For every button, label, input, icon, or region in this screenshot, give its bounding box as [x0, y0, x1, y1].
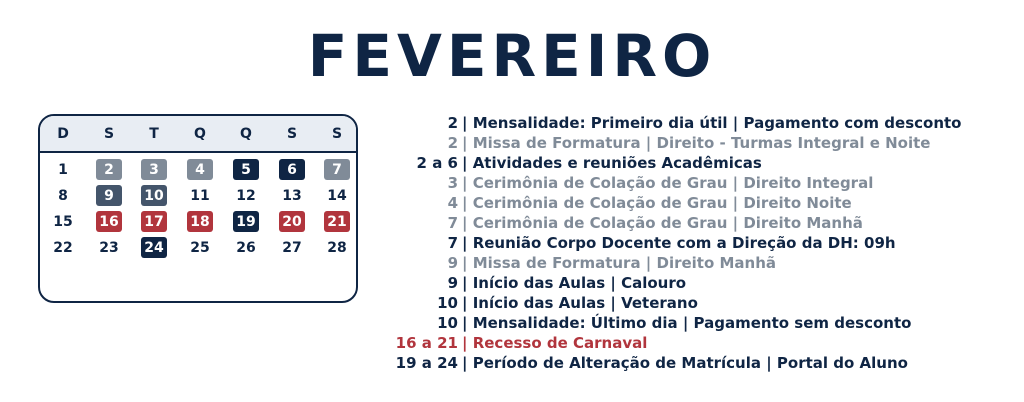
- event-item: [380, 173, 873, 193]
- calendar-day: 8: [58, 187, 68, 204]
- calendar-day: 26: [236, 239, 256, 256]
- page-title: FEVEREIRO: [307, 22, 717, 90]
- weekday-label: Q: [240, 125, 252, 142]
- calendar-day: 24: [141, 237, 167, 258]
- event-description: | Cerimônia de Colação de Grau | Direito Manhã: [462, 214, 863, 232]
- calendar-day: 21: [324, 211, 350, 232]
- calendar-day: 11: [190, 187, 210, 204]
- calendar-day: 13: [282, 187, 302, 204]
- weekday-label: S: [286, 125, 298, 142]
- weekday-label: S: [103, 125, 115, 142]
- event-description: | Missa de Formatura | Direito - Turmas Integral e Noite: [462, 134, 931, 152]
- event-item: [380, 353, 908, 373]
- calendar-day: 23: [99, 239, 119, 256]
- calendar-day: 9: [96, 185, 122, 206]
- event-description: | Cerimônia de Colação de Grau | Direito Integral: [462, 174, 874, 192]
- event-description: | Atividades e reuniões Acadêmicas: [462, 154, 762, 172]
- event-date: 9: [447, 274, 458, 292]
- event-description: | Período de Alteração de Matrícula | Portal do Aluno: [462, 354, 908, 372]
- weekday-label: D: [57, 125, 69, 142]
- event-item: [380, 193, 852, 213]
- event-description: | Cerimônia de Colação de Grau | Direito Noite: [462, 194, 852, 212]
- event-item: [380, 273, 686, 293]
- event-date: 16 a 21: [395, 334, 458, 352]
- calendar-day: 14: [327, 187, 347, 204]
- event-date: 2: [447, 134, 458, 152]
- event-date: 2 a 6: [416, 154, 458, 172]
- calendar-day: 16: [96, 211, 122, 232]
- calendar-day: 20: [279, 211, 305, 232]
- weekday-label: T: [149, 125, 159, 142]
- calendar-day: 27: [282, 239, 302, 256]
- calendar-grid: [40, 153, 356, 303]
- calendar-day: 1: [58, 161, 68, 178]
- calendar-day: 5: [233, 159, 259, 180]
- event-description: | Mensalidade: Último dia | Pagamento sem desconto: [462, 314, 912, 332]
- event-date: 4: [447, 194, 458, 212]
- calendar-day: 6: [279, 159, 305, 180]
- event-description: | Início das Aulas | Calouro: [462, 274, 687, 292]
- calendar-day: 19: [233, 211, 259, 232]
- calendar-weekday-header: [40, 116, 356, 153]
- event-date: 3: [447, 174, 458, 192]
- calendar: [38, 114, 358, 303]
- event-date: 19 a 24: [395, 354, 458, 372]
- event-item: [380, 133, 930, 153]
- event-item: [380, 213, 863, 233]
- weekday-label: S: [331, 125, 343, 142]
- event-item: [380, 153, 762, 173]
- event-date: 10: [437, 314, 458, 332]
- event-date: 9: [447, 254, 458, 272]
- event-description: | Mensalidade: Primeiro dia útil | Pagamento com desconto: [462, 114, 962, 132]
- event-item: [380, 113, 961, 133]
- calendar-day: 28: [327, 239, 347, 256]
- calendar-day: 25: [190, 239, 210, 256]
- event-description: | Reunião Corpo Docente com a Direção da DH: 09h: [462, 234, 896, 252]
- calendar-day: 18: [187, 211, 213, 232]
- event-date: 7: [447, 234, 458, 252]
- weekday-label: Q: [194, 125, 206, 142]
- event-item: [380, 333, 647, 353]
- calendar-day: 10: [141, 185, 167, 206]
- event-date: 7: [447, 214, 458, 232]
- calendar-day: 22: [53, 239, 73, 256]
- calendar-day: 2: [96, 159, 122, 180]
- event-item: [380, 233, 896, 253]
- event-description: | Recesso de Carnaval: [462, 334, 648, 352]
- calendar-day: 4: [187, 159, 213, 180]
- calendar-day: 17: [141, 211, 167, 232]
- event-item: [380, 293, 698, 313]
- event-item: [380, 253, 776, 273]
- event-date: 2: [447, 114, 458, 132]
- event-description: | Início das Aulas | Veterano: [462, 294, 698, 312]
- calendar-day: 12: [236, 187, 256, 204]
- calendar-day: 15: [53, 213, 73, 230]
- event-description: | Missa de Formatura | Direito Manhã: [462, 254, 777, 272]
- event-item: [380, 313, 911, 333]
- event-date: 10: [437, 294, 458, 312]
- calendar-day: 7: [324, 159, 350, 180]
- calendar-day: 3: [141, 159, 167, 180]
